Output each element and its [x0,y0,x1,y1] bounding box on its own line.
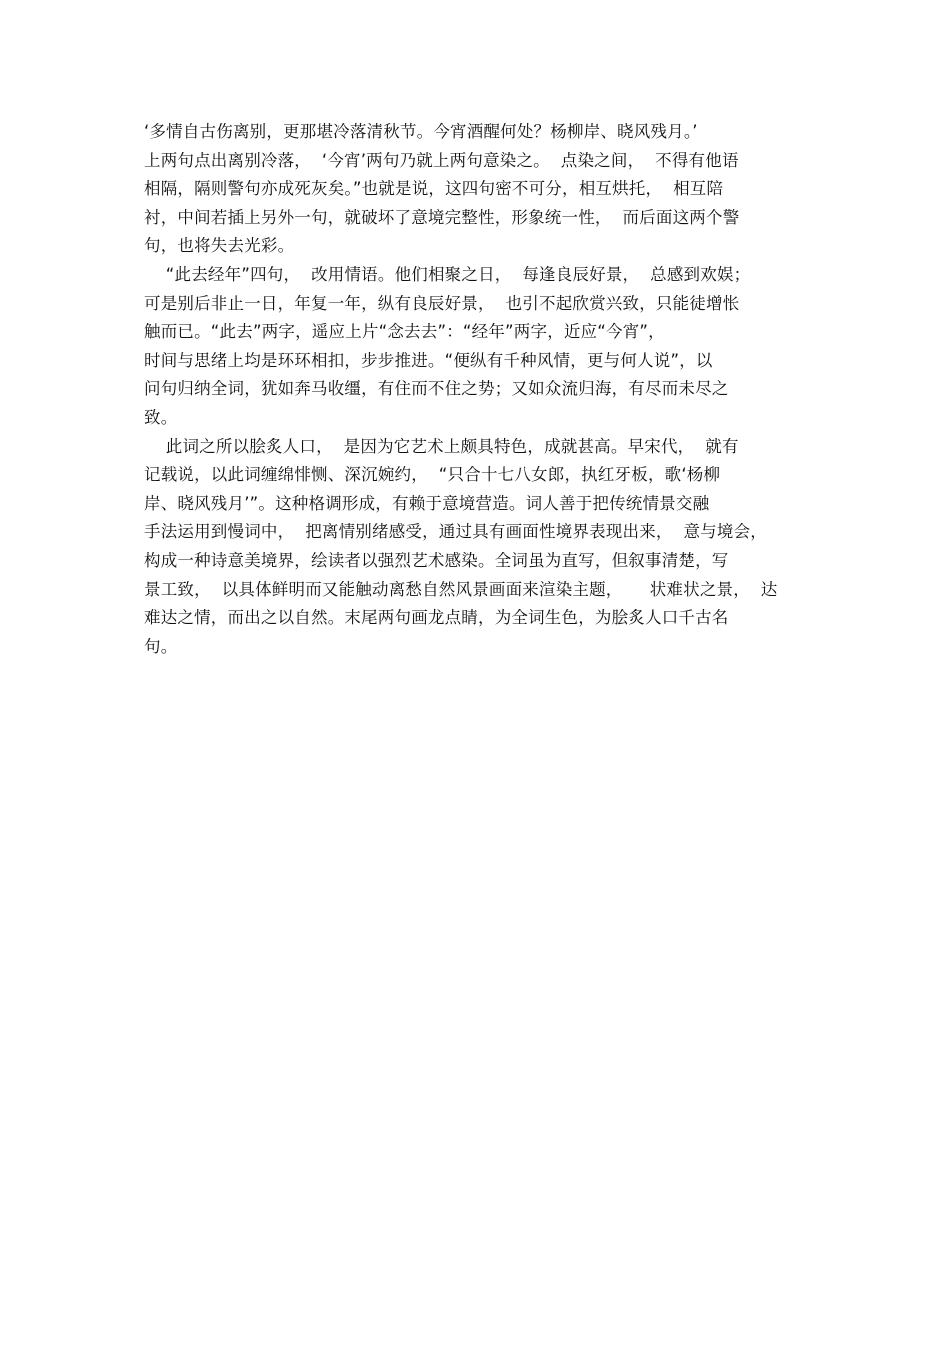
text-line: 相隔，隔则警句亦成死灰矣。”也就是说，这四句密不可分，相互烘托， 相互陪 [144,179,724,199]
text-line: 致。 [144,407,178,427]
text-line: 构成一种诗意美境界，绘读者以强烈艺术感染。全词虽为直写，但叙事清楚，写 [144,550,729,570]
text-line: 句。 [144,636,178,656]
text-line: 难达之情，而出之以自然。末尾两句画龙点睛，为全词生色，为脍炙人口千古名 [144,608,729,628]
text-line: 手法运用到慢词中， 把离情别绪感受，通过具有画面性境界表现出来， 意与境会， [144,522,767,542]
body-text [144,118,814,661]
text-line: 问句归纳全词，犹如奔马收缰，有住而不住之势；又如众流归海，有尽而未尽之 [144,379,729,399]
text-line: 可是别后非止一日，年复一年，纵有良辰好景， 也引不起欣赏兴致，只能徒增怅 [144,293,740,313]
text-line: 岸、晓风残月’”。这种格调形成，有赖于意境营造。词人善于把传统情景交融 [144,493,710,513]
text-line: “此去经年”四句， 改用情语。他们相聚之日， 每逢良辰好景， 总感到欢娱； [144,264,751,284]
text-line: 时间与思绪上均是环环相扣，步步推进。“便纵有千种风情，更与何人说”，以 [144,350,713,370]
text-line: ‘多情自古伤离别，更那堪冷落清秋节。今宵酒醒何处？杨柳岸、晓风残月。’ [144,122,698,141]
text-line: 记载说，以此词缠绵悱恻、深沉婉约， “只合十七八女郎，执红牙板，歌‘杨柳 [144,465,721,485]
text-line: 此词之所以脍炙人口， 是因为它艺术上颇具特色，成就甚高。早宋代， 就有 [144,436,739,456]
text-line: 句，也将失去光彩。 [144,236,295,256]
text-line: 衬，中间若插上另外一句，就破坏了意境完整性，形象统一性， 而后面这两个警 [144,207,740,227]
text-line: 景工致， 以具体鲜明而又能触动离愁自然风景画面来渲染主题， 状难状之景， 达 [144,579,778,599]
text-line: 触而已。“此去”两字，遥应上片“念去去”：“经年”两字，近应“今宵”， [144,322,665,342]
text-line: 上两句点出离别冷落， ‘今宵’两句乃就上两句意染之。 点染之间， 不得有他语 [144,150,739,170]
